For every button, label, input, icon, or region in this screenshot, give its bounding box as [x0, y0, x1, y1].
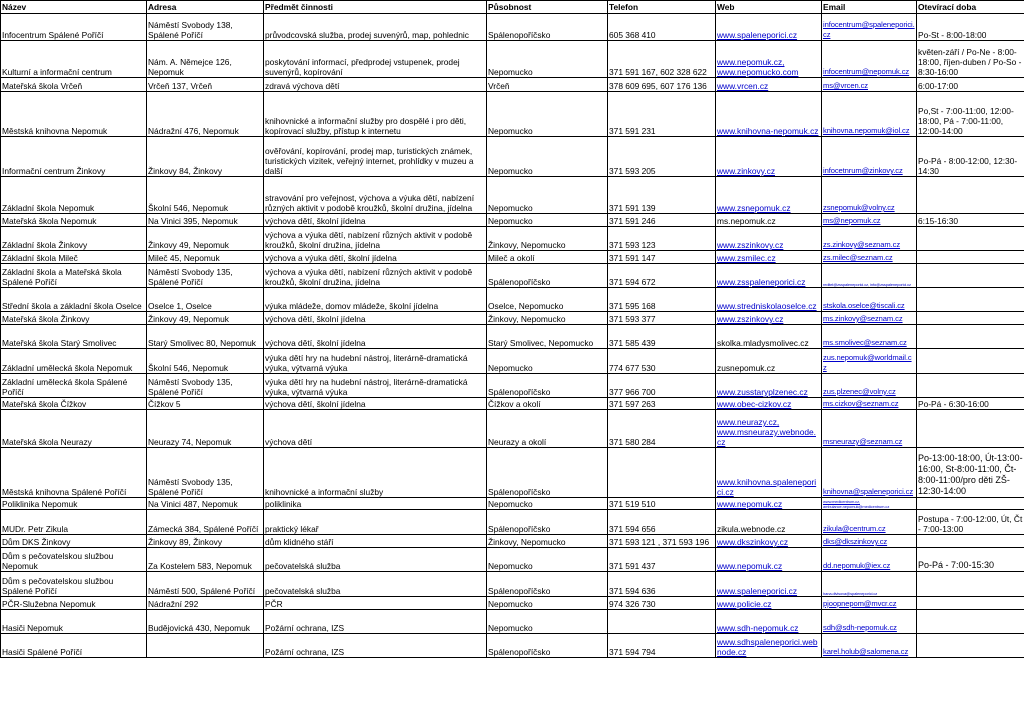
cell-scope: Nepomucko: [487, 214, 608, 227]
cell-email[interactable]: infocentrum@nepomuk.cz: [822, 41, 917, 78]
cell-scope: Nepomucko: [487, 177, 608, 214]
cell-hours: [917, 410, 1024, 448]
cell-activity: výchova dětí, školní jídelna: [264, 325, 487, 349]
cell-activity: PČR: [264, 597, 487, 610]
cell-name: Základní škola a Mateřská škola Spálené Poříčí: [1, 264, 147, 288]
cell-phone: 371 585 439: [608, 325, 716, 349]
cell-scope: Čížkov a okolí: [487, 398, 608, 410]
cell-hours: [917, 349, 1024, 374]
cell-phone: 371 591 231: [608, 92, 716, 137]
table-body: [1, 14, 1024, 658]
table-row: [1, 610, 1024, 634]
cell-scope: Mileč a okolí: [487, 251, 608, 264]
cell-scope: Spálenopoříčsko: [487, 510, 608, 535]
cell-hours: květen-září / Po-Ne - 8:00-18:00, říjen-duben / Po-So - 8:30-16:00: [917, 41, 1024, 78]
table-row: [1, 312, 1024, 325]
cell-activity: zdravá výchova dětí: [264, 78, 487, 92]
header-scope: Působnost: [487, 1, 608, 14]
cell-web[interactable]: www.stredniskolaoselce.cz: [716, 288, 822, 312]
cell-scope: Nepomucko: [487, 92, 608, 137]
cell-web[interactable]: www.zszinkovy.cz: [716, 312, 822, 325]
cell-phone: 371 580 284: [608, 410, 716, 448]
cell-web[interactable]: www.spaleneporici.cz: [716, 14, 822, 41]
cell-name: Dům DKS Žinkovy: [1, 535, 147, 548]
cell-address: Zámecká 384, Spálené Poříčí: [147, 510, 264, 535]
table-row: [1, 410, 1024, 448]
cell-name: Informační centrum Žinkovy: [1, 137, 147, 177]
cell-name: Městská knihovna Nepomuk: [1, 92, 147, 137]
cell-activity: výuka dětí hry na hudební nástroj, literárně-dramatická výuka, výtvarná výuka: [264, 374, 487, 398]
cell-activity: pečovatelská služba: [264, 548, 487, 572]
cell-scope: Nepomucko: [487, 610, 608, 634]
cell-hours: [917, 498, 1024, 510]
cell-web[interactable]: www.vrcen.cz: [716, 78, 822, 92]
cell-address: Vrčeň 137, Vrčeň: [147, 78, 264, 92]
cell-scope: Starý Smolivec, Nepomucko: [487, 325, 608, 349]
table-row: [1, 448, 1024, 498]
cell-web[interactable]: www.knihovna-nepomuk.cz: [716, 92, 822, 137]
cell-phone: 774 677 530: [608, 349, 716, 374]
cell-web[interactable]: www.zsmilec.cz: [716, 251, 822, 264]
cell-phone: [608, 610, 716, 634]
cell-address: Náměstí Svobody 135, Spálené Poříčí: [147, 448, 264, 498]
cell-address: Školní 546, Nepomuk: [147, 349, 264, 374]
cell-web: zusnepomuk.cz: [716, 349, 822, 374]
cell-web[interactable]: www.nepomuk.cz, www.nepomucko.com: [716, 41, 822, 78]
cell-address: Mileč 45, Nepomuk: [147, 251, 264, 264]
cell-name: Základní umělecká škola Spálené Poříčí: [1, 374, 147, 398]
cell-phone: 371 591 147: [608, 251, 716, 264]
cell-activity: výuka mládeže, domov mládeže, školní jídelna: [264, 288, 487, 312]
cell-activity: stravování pro veřejnost, výchova a výuka dětí, nabízení různých aktivit v podobě kroužků, školní družina, jídelna: [264, 177, 487, 214]
cell-activity: poskytování informací, předprodej vstupenek, prodej suvenýrů, kopírování: [264, 41, 487, 78]
cell-email[interactable]: zs.zinkovy@seznam.cz: [822, 227, 917, 251]
cell-web[interactable]: www.neurazy.cz, www.msneurazy.webnode.cz: [716, 410, 822, 448]
cell-scope: Nepomucko: [487, 548, 608, 572]
cell-email[interactable]: ms@nepomuk.cz: [822, 214, 917, 227]
cell-hours: [917, 288, 1024, 312]
cell-hours: Postupa - 7:00-12:00, Út, Čt - 7:00-13:00: [917, 510, 1024, 535]
cell-scope: Spálenopoříčsko: [487, 264, 608, 288]
cell-activity: výchova a výuka dětí, nabízení různých aktivit v podobě kroužků, školní družina, jídelna: [264, 227, 487, 251]
cell-hours: 6:15-16:30: [917, 214, 1024, 227]
cell-name: Poliklinika Nepomuk: [1, 498, 147, 510]
cell-name: Mateřská škola Vrčeň: [1, 78, 147, 92]
cell-address: Žinkovy 84, Žinkovy: [147, 137, 264, 177]
cell-address: Náměstí Svobody 135, Spálené Poříčí: [147, 264, 264, 288]
cell-name: Hasiči Spálené Poříčí: [1, 634, 147, 658]
cell-address: Žinkovy 89, Žinkovy: [147, 535, 264, 548]
cell-name: Základní škola Mileč: [1, 251, 147, 264]
cell-name: Mateřská škola Neurazy: [1, 410, 147, 448]
cell-activity: výchova a výuka dětí, nabízení různých aktivit v podobě kroužků, školní družina, jídelna: [264, 264, 487, 288]
table-row: [1, 137, 1024, 177]
cell-hours: 6:00-17:00: [917, 78, 1024, 92]
cell-address: Na Vinici 395, Nepomuk: [147, 214, 264, 227]
cell-activity: výchova dětí, školní jídelna: [264, 398, 487, 410]
cell-scope: Nepomucko: [487, 349, 608, 374]
cell-web[interactable]: www.zszinkovy.cz: [716, 227, 822, 251]
cell-hours: [917, 177, 1024, 214]
cell-hours: [917, 610, 1024, 634]
cell-address: Starý Smolivec 80, Nepomuk: [147, 325, 264, 349]
cell-web[interactable]: www.obec-cizkov.cz: [716, 398, 822, 410]
cell-activity: knihovnické a informační služby: [264, 448, 487, 498]
table-row: [1, 227, 1024, 251]
header-web: Web: [716, 1, 822, 14]
cell-scope: Spálenopoříčsko: [487, 634, 608, 658]
cell-web[interactable]: www.spaleneporici.cz: [716, 572, 822, 597]
cell-phone: 371 597 263: [608, 398, 716, 410]
cell-web[interactable]: www.zsspaleneporici.cz: [716, 264, 822, 288]
cell-phone: 378 609 695, 607 176 136: [608, 78, 716, 92]
cell-email[interactable]: hana.divisova@spaleneporici.cz: [822, 572, 917, 597]
cell-hours: [917, 227, 1024, 251]
cell-web[interactable]: www.dkszinkovy.cz: [716, 535, 822, 548]
cell-hours: Po,St - 7:00-11:00, 12:00-18:00, Pá - 7:00-11:00, 12:00-14:00: [917, 92, 1024, 137]
cell-web[interactable]: www.knihovna.spaleneporici.cz: [716, 448, 822, 498]
cell-hours: Po-St - 8:00-18:00: [917, 14, 1024, 41]
table-row: [1, 634, 1024, 658]
cell-name: Mateřská škola Čížkov: [1, 398, 147, 410]
cell-hours: [917, 251, 1024, 264]
table-row: [1, 78, 1024, 92]
table-row: [1, 498, 1024, 510]
cell-address: Nádražní 476, Nepomuk: [147, 92, 264, 137]
cell-phone: 371 519 510: [608, 498, 716, 510]
table-row: [1, 288, 1024, 312]
header-name: Název: [1, 1, 147, 14]
cell-phone: 371 593 205: [608, 137, 716, 177]
cell-address: Náměstí 500, Spálené Poříčí: [147, 572, 264, 597]
cell-scope: Nepomucko: [487, 137, 608, 177]
header-email: Email: [822, 1, 917, 14]
cell-activity: výchova a výuka dětí, školní jídelna: [264, 251, 487, 264]
cell-phone: 371 594 794: [608, 634, 716, 658]
cell-hours: Po-Pá - 8:00-12:00, 12:30-14:30: [917, 137, 1024, 177]
cell-email[interactable]: knihovna.nepomuk@iol.cz: [822, 92, 917, 137]
cell-phone: 974 326 730: [608, 597, 716, 610]
cell-name: Dům s pečovatelskou službou Nepomuk: [1, 548, 147, 572]
cell-address: Nám. A. Němejce 126, Nepomuk: [147, 41, 264, 78]
cell-address: Žinkovy 49, Nepomuk: [147, 227, 264, 251]
cell-phone: 371 591 167, 602 328 622: [608, 41, 716, 78]
cell-phone: 371 591 437: [608, 548, 716, 572]
header-hours: Otevírací doba: [917, 1, 1024, 14]
table-row: [1, 41, 1024, 78]
cell-phone: 605 368 410: [608, 14, 716, 41]
cell-email[interactable]: zsnepomuk@volny.cz: [822, 177, 917, 214]
cell-phone: 371 594 656: [608, 510, 716, 535]
cell-email[interactable]: zikula@centrum.cz: [822, 510, 917, 535]
cell-name: Základní škola Nepomuk: [1, 177, 147, 214]
cell-phone: 371 595 168: [608, 288, 716, 312]
cell-hours: [917, 597, 1024, 610]
cell-hours: [917, 634, 1024, 658]
cell-email[interactable]: ms.zinkovy@seznam.cz: [822, 312, 917, 325]
cell-name: Základní umělecká škola Nepomuk: [1, 349, 147, 374]
table-row: [1, 597, 1024, 610]
cell-address: Náměstí Svobody 135, Spálené Poříčí: [147, 374, 264, 398]
cell-hours: [917, 572, 1024, 597]
table-row: [1, 374, 1024, 398]
cell-address: Školní 546, Nepomuk: [147, 177, 264, 214]
header-row: [1, 1, 1024, 14]
table-row: [1, 251, 1024, 264]
cell-email[interactable]: stskola.oselce@tiscali.cz: [822, 288, 917, 312]
cell-activity: knihovnické a informační služby pro dospělé i pro děti, kopírovací služby, přístup k internetu: [264, 92, 487, 137]
table-row: [1, 264, 1024, 288]
cell-web[interactable]: www.nepomuk.cz: [716, 548, 822, 572]
cell-phone: 371 593 121 , 371 593 196: [608, 535, 716, 548]
cell-email[interactable]: dks@dkszinkovy.cz: [822, 535, 917, 548]
cell-scope: Žinkovy, Nepomucko: [487, 535, 608, 548]
cell-hours: [917, 325, 1024, 349]
cell-web: skolka.mladysmolivec.cz: [716, 325, 822, 349]
cell-activity: dům klidného stáří: [264, 535, 487, 548]
cell-email[interactable]: karel.holub@salomena.cz: [822, 634, 917, 658]
cell-activity: průvodcovská služba, prodej suvenýrů, map, pohlednic: [264, 14, 487, 41]
cell-address: Za Kostelem 583, Nepomuk: [147, 548, 264, 572]
table-row: [1, 572, 1024, 597]
cell-address: Na Vinici 487, Nepomuk: [147, 498, 264, 510]
cell-activity: Požární ochrana, IZS: [264, 610, 487, 634]
cell-activity: pečovatelská služba: [264, 572, 487, 597]
table-row: [1, 535, 1024, 548]
cell-scope: Spálenopoříčsko: [487, 374, 608, 398]
cell-activity: výchova dětí, školní jídelna: [264, 312, 487, 325]
cell-address: Nádražní 292: [147, 597, 264, 610]
cell-web[interactable]: www.zsnepomuk.cz: [716, 177, 822, 214]
cell-phone: 371 594 672: [608, 264, 716, 288]
cell-email[interactable]: pjoopnepom@mvcr.cz: [822, 597, 917, 610]
cell-email[interactable]: dd.nepomuk@iex.cz: [822, 548, 917, 572]
cell-scope: Žinkovy, Nepomucko: [487, 227, 608, 251]
cell-name: Infocentrum Spálené Poříčí: [1, 14, 147, 41]
cell-email[interactable]: msneurazy@seznam.cz: [822, 410, 917, 448]
cell-hours: [917, 374, 1024, 398]
header-activity: Předmět činnosti: [264, 1, 487, 14]
cell-name: Městská knihovna Spálené Poříčí: [1, 448, 147, 498]
table-row: [1, 92, 1024, 137]
cell-name: Mateřská škola Starý Smolivec: [1, 325, 147, 349]
table-row: [1, 548, 1024, 572]
cell-email[interactable]: www.medicentrum.cz, ambulance.nepomuk@medicentrum.cz: [822, 498, 917, 510]
cell-phone: 371 591 139: [608, 177, 716, 214]
cell-web[interactable]: www.sdhspaleneporici.webnode.cz: [716, 634, 822, 658]
cell-scope: Nepomucko: [487, 498, 608, 510]
cell-email[interactable]: zus.nepomuk@worldmail.cz: [822, 349, 917, 374]
cell-address: [147, 634, 264, 658]
cell-scope: Spálenopoříčsko: [487, 14, 608, 41]
cell-address: Náměstí Svobody 138, Spálené Poříčí: [147, 14, 264, 41]
cell-phone: [608, 448, 716, 498]
cell-email[interactable]: infocetnrum@zinkovy.cz: [822, 137, 917, 177]
cell-phone: 371 593 123: [608, 227, 716, 251]
cell-phone: 371 593 377: [608, 312, 716, 325]
cell-activity: poliklinika: [264, 498, 487, 510]
cell-scope: Neurazy a okolí: [487, 410, 608, 448]
cell-name: Mateřská škola Žinkovy: [1, 312, 147, 325]
cell-email[interactable]: zs.milec@seznam.cz: [822, 251, 917, 264]
cell-email[interactable]: reditel@zsspaleneporici.cz, info@zsspaleneporici.cz: [822, 264, 917, 288]
cell-address: Čížkov 5: [147, 398, 264, 410]
cell-activity: výchova dětí, školní jídelna: [264, 214, 487, 227]
cell-web[interactable]: www.sdh-nepomuk.cz: [716, 610, 822, 634]
cell-email[interactable]: ms.smolivec@seznam.cz: [822, 325, 917, 349]
cell-hours: [917, 312, 1024, 325]
cell-web: zikula.webnode.cz: [716, 510, 822, 535]
cell-name: Kulturní a informační centrum: [1, 41, 147, 78]
table-row: [1, 177, 1024, 214]
cell-phone: 377 966 700: [608, 374, 716, 398]
cell-name: MUDr. Petr Zikula: [1, 510, 147, 535]
cell-name: Střední škola a základní škola Oselce: [1, 288, 147, 312]
cell-email[interactable]: sdh@sdh-nepomuk.cz: [822, 610, 917, 634]
cell-hours: Po-Pá - 7:00-15:30: [917, 548, 1024, 572]
cell-email[interactable]: infocentrum@spaleneporici.cz: [822, 14, 917, 41]
cell-name: Mateřská škola Nepomuk: [1, 214, 147, 227]
cell-hours: Po-13:00-18:00, Út-13:00-16:00, St-8:00-11:00, Čt-8:00-11:00/pro děti ZŠ- 12:30-14:00: [917, 448, 1024, 498]
cell-scope: Oselce, Nepomucko: [487, 288, 608, 312]
table-row: [1, 214, 1024, 227]
cell-address: Oselce 1, Oselce: [147, 288, 264, 312]
cell-web: ms.nepomuk.cz: [716, 214, 822, 227]
table-row: [1, 398, 1024, 410]
cell-email[interactable]: zus.plzenec@volny.cz: [822, 374, 917, 398]
cell-activity: výchova dětí: [264, 410, 487, 448]
cell-scope: Nepomucko: [487, 41, 608, 78]
cell-name: Základní škola Žinkovy: [1, 227, 147, 251]
cell-address: Neurazy 74, Nepomuk: [147, 410, 264, 448]
table-row: [1, 349, 1024, 374]
cell-email[interactable]: ms@vrcen.cz: [822, 78, 917, 92]
cell-scope: Spálenopoříčsko: [487, 448, 608, 498]
cell-email[interactable]: ms.cizkov@seznam.cz: [822, 398, 917, 410]
cell-scope: Vrčeň: [487, 78, 608, 92]
cell-hours: [917, 535, 1024, 548]
cell-phone: 371 591 246: [608, 214, 716, 227]
cell-phone: 371 594 636: [608, 572, 716, 597]
header-address: Adresa: [147, 1, 264, 14]
cell-address: Budějovická 430, Nepomuk: [147, 610, 264, 634]
cell-activity: praktický lékař: [264, 510, 487, 535]
cell-name: PČR-Služebna Nepomuk: [1, 597, 147, 610]
cell-web[interactable]: www.policie.cz: [716, 597, 822, 610]
cell-name: Hasiči Nepomuk: [1, 610, 147, 634]
cell-scope: Nepomucko: [487, 597, 608, 610]
cell-name: Dům s pečovatelskou službou Spálené Poříčí: [1, 572, 147, 597]
cell-web[interactable]: www.zinkovy.cz: [716, 137, 822, 177]
cell-hours: Po-Pá - 6:30-16:00: [917, 398, 1024, 410]
table-row: [1, 510, 1024, 535]
cell-hours: [917, 264, 1024, 288]
table-row: [1, 325, 1024, 349]
cell-activity: ověřování, kopírování, prodej map, turistických známek, turistických vizitek, veřejný internet, prohlídky v muzeu a další: [264, 137, 487, 177]
cell-scope: Spálenopoříčsko: [487, 572, 608, 597]
cell-activity: Požární ochrana, IZS: [264, 634, 487, 658]
cell-web[interactable]: www.nepomuk.cz: [716, 498, 822, 510]
cell-address: Žinkovy 49, Nepomuk: [147, 312, 264, 325]
cell-scope: Žinkovy, Nepomucko: [487, 312, 608, 325]
cell-email[interactable]: knihovna@spaleneporici.cz: [822, 448, 917, 498]
cell-activity: výuka dětí hry na hudební nástroj, literárně-dramatická výuka, výtvarná výuka: [264, 349, 487, 374]
header-phone: Telefon: [608, 1, 716, 14]
cell-web[interactable]: www.zusstaryplzenec.cz: [716, 374, 822, 398]
table-row: [1, 14, 1024, 41]
